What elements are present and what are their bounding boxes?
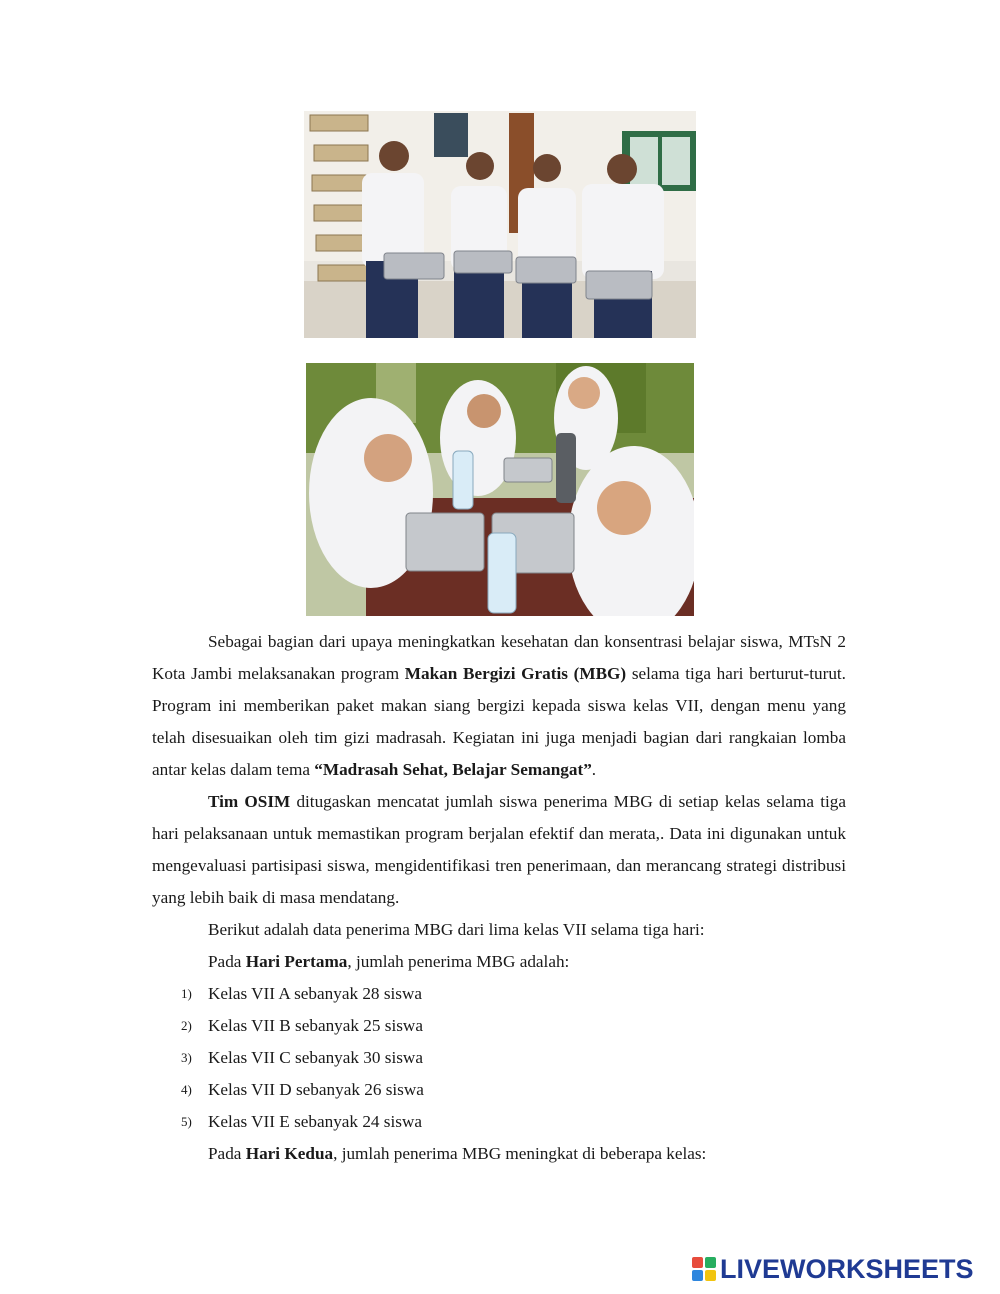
theme-name: “Madrasah Sehat, Belajar Semangat” xyxy=(314,760,592,779)
list-number: 4) xyxy=(181,1082,192,1097)
list-item xyxy=(152,978,846,1010)
text-run: Sebagai bagian dari upaya meningkatkan kesehatan dan konsentrasi belajar siswa, MTsN 2 Kota Jambi melaksanakan program xyxy=(152,632,846,683)
team-name: Tim OSIM xyxy=(208,792,291,811)
paragraph-osim xyxy=(152,786,846,914)
body-text xyxy=(152,626,846,1170)
list-number: 3) xyxy=(181,1050,192,1065)
list-item xyxy=(152,1106,846,1138)
paragraph-intro xyxy=(152,626,846,786)
list-text: Kelas VII C sebanyak 30 siswa xyxy=(208,1048,423,1067)
list-item xyxy=(152,1074,846,1106)
logo-tile xyxy=(692,1257,703,1268)
list-text: Kelas VII D sebanyak 26 siswa xyxy=(208,1080,424,1099)
list-text: Kelas VII A sebanyak 28 siswa xyxy=(208,984,423,1003)
logo-tile xyxy=(705,1270,716,1281)
logo-tile xyxy=(705,1257,716,1268)
list-text: Kelas VII E sebanyak 24 siswa xyxy=(208,1112,422,1131)
logo-tiles-icon xyxy=(692,1257,716,1281)
text-run: , jumlah penerima MBG adalah: xyxy=(347,952,570,971)
list-number: 5) xyxy=(181,1114,192,1129)
day-label: Hari Pertama xyxy=(245,952,348,971)
program-name: Makan Bergizi Gratis (MBG) xyxy=(404,664,627,683)
text-run: , jumlah penerima MBG meningkat di beberapa kelas: xyxy=(333,1144,707,1163)
photo-boys-with-meal-trays xyxy=(304,111,696,338)
text-run: ditugaskan mencatat jumlah siswa penerima MBG di setiap kelas selama tiga hari pelaksanaan untuk memastikan program berjalan efektif dan merata,. Data ini digunakan untuk mengevaluasi partisipasi siswa, mengidentifikasi tren penerimaan, dan merancang strategi distribusi yang lebih baik di masa mendatang. xyxy=(152,792,846,907)
list-number: 2) xyxy=(181,1018,192,1033)
day2-heading xyxy=(152,1138,846,1170)
list-text: Kelas VII B sebanyak 25 siswa xyxy=(208,1016,423,1035)
logo-text: LIVEWORKSHEETS xyxy=(720,1253,974,1284)
photo-girls-eating xyxy=(306,363,694,616)
liveworksheets-logo[interactable] xyxy=(692,1252,974,1286)
day-label: Hari Kedua xyxy=(245,1144,334,1163)
day1-list xyxy=(152,978,846,1138)
list-item xyxy=(152,1042,846,1074)
text-run: Pada xyxy=(208,1144,246,1163)
text-run: Pada xyxy=(208,952,246,971)
day1-heading xyxy=(152,946,846,978)
text-run: . xyxy=(591,760,597,779)
list-number: 1) xyxy=(181,986,192,1001)
text-run: selama tiga hari berturut-turut. Program ini memberikan paket makan siang bergizi kepada siswa kelas VII, dengan menu yang telah disesuaikan oleh tim gizi madrasah. Kegiatan ini juga menjadi bagian dari rangkaian lomba antar kelas dalam tema xyxy=(152,664,846,779)
data-intro: Berikut adalah data penerima MBG dari lima kelas VII selama tiga hari: xyxy=(208,920,705,939)
logo-tile xyxy=(692,1270,703,1281)
list-item xyxy=(152,1010,846,1042)
